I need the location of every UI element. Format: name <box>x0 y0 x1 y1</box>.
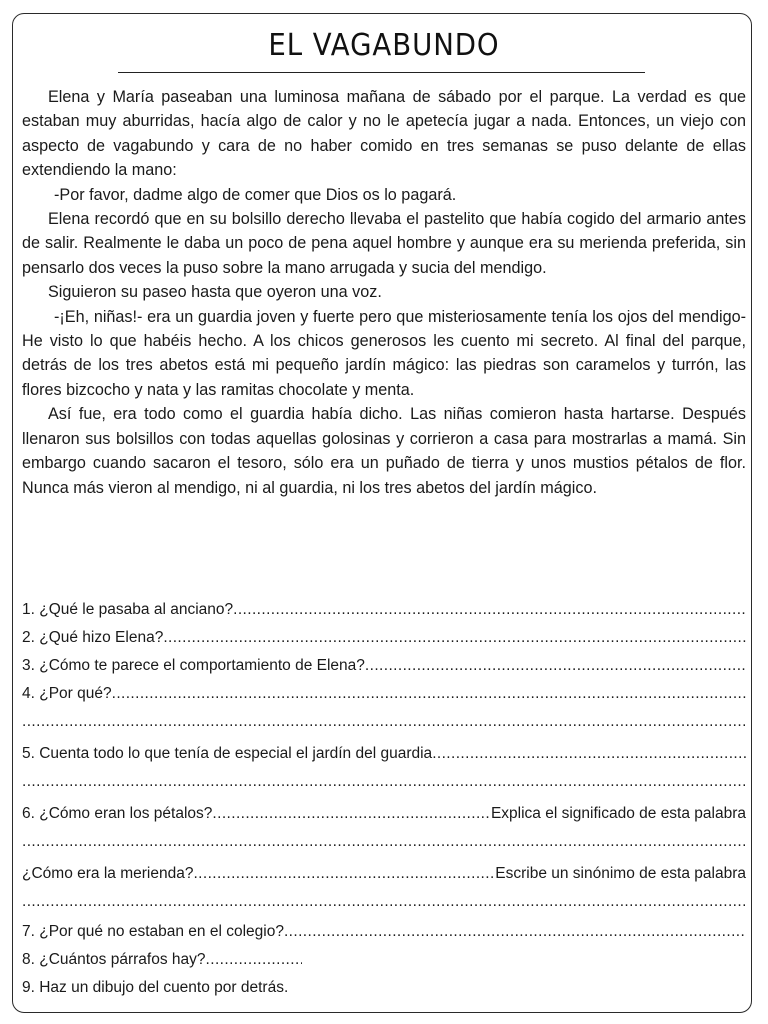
title-underline <box>118 72 645 73</box>
question-6-part-2 <box>22 859 746 883</box>
answer-line[interactable] <box>432 743 746 763</box>
question-6 <box>22 799 746 823</box>
question-5 <box>22 739 746 763</box>
answer-line[interactable] <box>233 599 746 619</box>
answer-line-row <box>22 887 746 911</box>
answer-line[interactable] <box>22 711 746 731</box>
question-merienda-text: ¿Cómo era la merienda? <box>22 865 194 882</box>
answer-line[interactable] <box>212 803 491 823</box>
question-4-text: 4. ¿Por qué? <box>22 685 112 702</box>
paragraph-6: Así fue, era todo como el guardia había dicho. Las niñas comieron hasta hartarse. Después llenaron sus bolsillos con todas aquellas golosinas y corrieron a casa para mostrarlas a mamá. Sin embargo cuando sacaron el tesoro, sólo era un puñado de tierra y unos mustios pétalos de flor. Nunca más vieron al mendigo, ni al guardia, ni los tres abetos del jardín mágico. <box>22 405 746 497</box>
question-1 <box>22 595 746 619</box>
question-synonym-instruction: Escribe un sinónimo de esta palabra <box>495 865 746 882</box>
paragraph-4: Siguieron su paseo hasta que oyeron una voz. <box>48 283 382 302</box>
story-text <box>22 85 746 500</box>
question-2-text: 2. ¿Qué hizo Elena? <box>22 629 164 646</box>
answer-line[interactable] <box>206 949 302 969</box>
question-2 <box>22 623 746 647</box>
question-6-text: 6. ¿Cómo eran los pétalos? <box>22 805 213 822</box>
answer-line[interactable] <box>22 831 746 851</box>
question-8 <box>22 945 746 969</box>
question-9 <box>22 973 746 997</box>
question-6-instruction: Explica el significado de esta palabra <box>490 805 746 822</box>
question-5-text: 5. Cuenta todo lo que tenía de especial el jardín del guardia <box>22 745 433 762</box>
question-1-text: 1. ¿Qué le pasaba al anciano? <box>22 601 234 618</box>
question-3-text: 3. ¿Cómo te parece el comportamiento de Elena? <box>22 657 365 674</box>
paragraph-1: Elena y María paseaban una luminosa mañana de sábado por el parque. La verdad es que estaban muy aburridas, hacía algo de calor y no le apetecía jugar a nada. Entonces, un viejo con aspecto de vagabundo y cara de no haber comido en tres semanas se puso delante de ellas extendiendo la mano: <box>22 88 746 180</box>
answer-line[interactable] <box>193 863 495 883</box>
answer-line[interactable] <box>163 627 746 647</box>
paragraph-2: -Por favor, dadme algo de comer que Dios os lo pagará. <box>54 185 457 204</box>
question-7-text: 7. ¿Por qué no estaban en el colegio? <box>22 923 284 940</box>
question-4 <box>22 679 746 703</box>
question-8-text: 8. ¿Cuántos párrafos hay? <box>22 951 206 968</box>
answer-line[interactable] <box>112 683 746 703</box>
paragraph-3: Elena recordó que en su bolsillo derecho llevaba el pastelito que había cogido del armario antes de salir. Realmente le daba un poco de pena aquel hombre y aunque era su merienda preferida, sin pensarlo dos veces la puso sobre la mano arrugada y sucia del mendigo. <box>22 210 746 277</box>
paragraph-5: -¡Eh, niñas!- era un guardia joven y fuerte pero que misteriosamente tenía los ojos del mendigo- He visto lo que habéis hecho. A los chicos generosos les cuento mi secreto. Al final del parque, detrás de los tres abetos está mi pequeño jardín mágico: las piedras son caramelos y turrón, las flores bizcocho y nata y las ramitas chocolate y menta. <box>22 307 746 399</box>
question-3 <box>22 651 746 675</box>
answer-line[interactable] <box>22 771 746 791</box>
page-title: EL VAGABUNDO <box>268 28 500 63</box>
question-9-text: 9. Haz un dibujo del cuento por detrás. <box>22 979 289 996</box>
answer-line-row <box>22 707 746 731</box>
answer-line-row <box>22 767 746 791</box>
answer-line[interactable] <box>365 655 746 675</box>
answer-line[interactable] <box>22 891 746 911</box>
answer-line-row <box>22 827 746 851</box>
question-7 <box>22 917 746 941</box>
answer-line[interactable] <box>284 921 746 941</box>
